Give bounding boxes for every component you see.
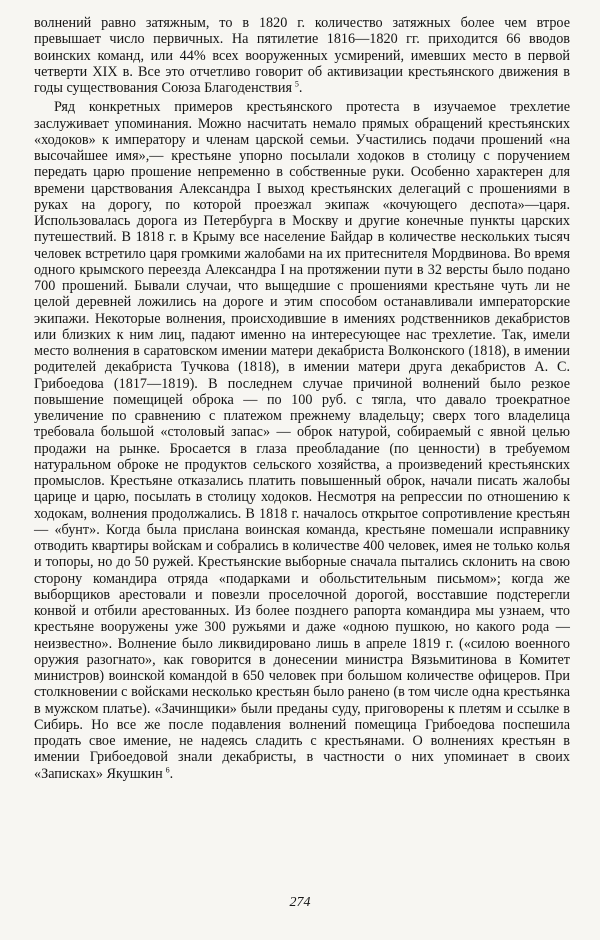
- paragraph-text: волнений равно затяжным, то в 1820 г. количество затяжных более чем втрое превышает число первичных. На пятилетие 1816—1820 гг. приходится 66 вводов воинских команд, или 44% всех вооруженных усмирений, имевших место в первой четверти XIX в. Все это отчетливо говорит об активизации крестьянского движения в годы существования Союза Благоденствия: [34, 15, 570, 96]
- page-number: 274: [289, 895, 311, 910]
- paragraph-tail: .: [298, 80, 303, 96]
- paragraph-peasant-protest: [34, 99, 570, 782]
- paragraph-text: Ряд конкретных примеров крестьянского протеста в изучаемое трехлетие заслуживает упоминания. Можно насчитать немало прямых обращений крестьянских «ходоков» к императору и членам царской семьи. Участились подачи прошений «на высочайшее имя»,— крестьяне упорно посылали ходоков в столицу с поручением передать царю прошение непременно в собственные руки. Особенно характерен для времени царствования Александра I выход крестьянских делегаций с прошениями в руках на дорогу, по которой проезжал экипаж «кочующего деспота»—царя. Использовалась дорога из Петербурга в Москву и другие конечные пункты царских путешествий. В 1818 г. в Крыму все население Байдар в количестве нескольких тысяч человек встретило царя громкими жалобами на их притеснителя Мордвинова. Во время одного крымского переезда Александра I на протяжении пути в 32 версты было подано 700 прошений. Бывали случаи, что выщедшие с прошениями крестьяне чуть ли не целой деревней ложились на дороге и этим способом останавливали императорские экипажи. Некоторые волнения, происходившие в имениях родственников декабристов или близких к ним лиц, падают именно на интересующее нас трехлетие. Так, имели место волнения в саратовском имении матери декабриста Волконского (1818), в имении родителей декабриста Тучкова (1818), в имении матери друга декабристов А. С. Грибоедова (1817—1819). В последнем случае причиной волнений было резкое повышение помещицей оброка — по 100 руб. с тягла, что давало троекратное увеличение по сравнению с платежом прежнему владельцу; сверх того владелица требовала большой «столовый запас» — оброк натурой, собираемый с явной целью продажи на рынке. Бросается в глаза преобладание (по ценности) в требуемом натуральном оброке не продуктов сельского хозяйства, а произведений крестьянских промыслов. Крестьяне отказались платить повышенный оброк, начали писать жалобы царице и царю, посылать в столицу ходоков. Несмотря на репрессии по отношению к ходокам, волнения продолжались. В 1818 г. началось открытое сопротивление крестьян — «бунт». Когда была прислана воинская команда, крестьяне помешали исправнику отводить квартиры войскам и собрались в количестве 400 человек, имея не только колья и топоры, но до 50 ружей. Крестьянские выборные сначала пытались склонить на свою сторону командира отряда «подарками и обольстительным письмом»; когда же выборщиков арестовали и повезли проселочной дорогой, восставшие подстерегли конвой и отбили арестованных. Из более позднего рапорта командира мы узнаем, что крестьяне вооружены уже 300 ружьями и даже «одною пушкою, но какого рода — неизвестно». Волнение было ликвидировано лишь в апреле 1819 г. («силою военного оружия разогнато», как говорится в донесении министра Вязьмитинова в Комитет министров) воинской командой в 650 человек при большом количестве офицеров. При столкновении с войсками несколько крестьян было ранено (в том числе одна крестьянка в мужском платье). «Зачинщики» были преданы суду, приговорены к плетям и ссылке в Сибирь. Но все же после подавления волнений помещица Грибоедова поспешила продать свое имение, не надеясь сладить с крестьянами. О волнениях крестьян в имении Грибоедовой знали декабристы, в частности о них упоминает в своих «Записках» Якушкин: [34, 99, 570, 782]
- paragraph-tail: .: [169, 765, 174, 782]
- footnote-marker: 6: [165, 764, 170, 774]
- paragraph-continuation: [34, 15, 570, 96]
- footnote-marker: 5: [294, 79, 299, 89]
